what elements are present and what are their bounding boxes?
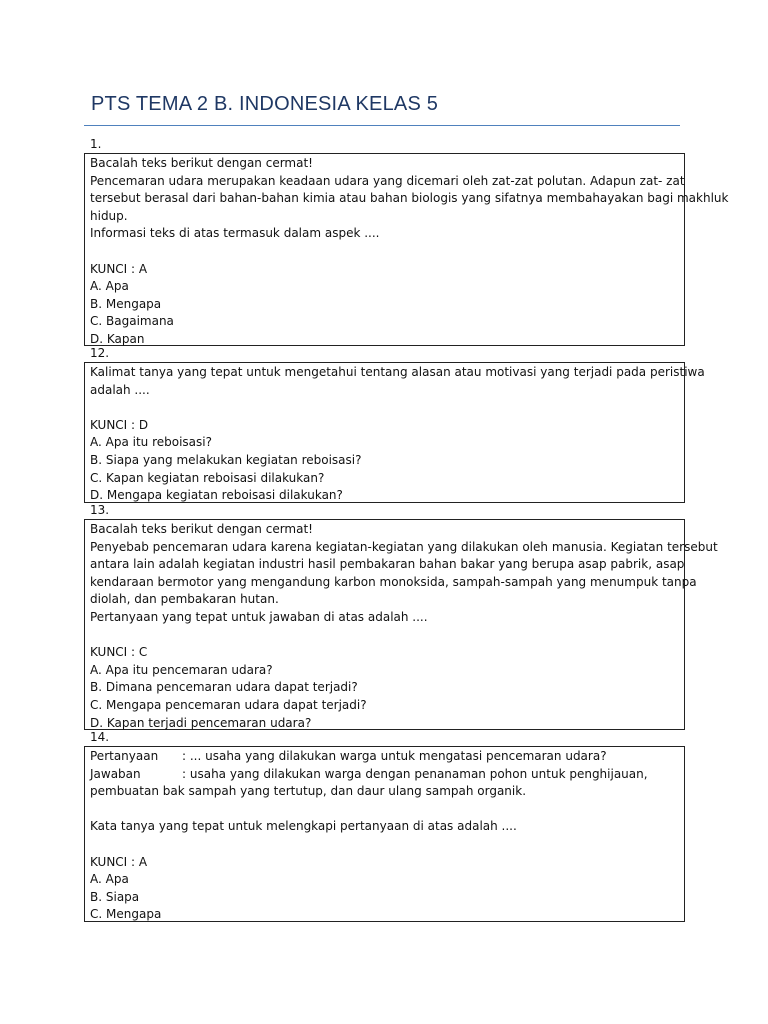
answer-key: KUNCI : D bbox=[90, 417, 149, 432]
option-a: A. Apa bbox=[90, 872, 129, 887]
option-b: B. Siapa bbox=[90, 889, 140, 904]
jawaban-text: : usaha yang dilakukan warga dengan penanaman pohon untuk penghijauan, bbox=[182, 766, 648, 781]
option-a: A. Apa itu reboisasi? bbox=[90, 435, 212, 450]
text-line: tersebut berasal dari bahan-bahan kimia atau bahan biologis yang sifatnya membahayakan bagi makhluk bbox=[90, 191, 729, 206]
text-line: Pencemaran udara merupakan keadaan udara yang dicemari oleh zat-zat polutan. Adapun zat- zat bbox=[90, 173, 685, 188]
question-box-14 bbox=[84, 746, 685, 922]
option-c: C. Mengapa bbox=[90, 907, 162, 922]
option-c: C. Mengapa pencemaran udara dapat terjadi? bbox=[90, 697, 367, 712]
jawaban-line bbox=[90, 766, 679, 784]
text-line: kendaraan bermotor yang mengandung karbon monoksida, sampah-sampah yang menumpuk tanpa bbox=[90, 574, 697, 589]
text-line: Penyebab pencemaran udara karena kegiatan-kegiatan yang dilakukan oleh manusia. Kegiatan tersebut bbox=[90, 539, 718, 554]
question-box-13 bbox=[84, 519, 718, 730]
option-c: C. Bagaimana bbox=[90, 314, 174, 329]
option-c: C. Kapan kegiatan reboisasi dilakukan? bbox=[90, 470, 325, 485]
question-box-12 bbox=[84, 362, 705, 503]
option-d: D. Kapan terjadi pencemaran udara? bbox=[90, 715, 312, 730]
text-line: hidup. bbox=[90, 208, 128, 223]
question-number: 12. bbox=[90, 346, 110, 360]
pertanyaan-label: Pertanyaan bbox=[90, 749, 159, 763]
blank-line bbox=[90, 801, 679, 819]
text-line: adalah .... bbox=[90, 382, 150, 397]
text-line: Bacalah teks berikut dengan cermat! bbox=[90, 156, 313, 170]
option-d: D. Kapan bbox=[90, 331, 145, 346]
page-title: PTS TEMA 2 B. INDONESIA KELAS 5 bbox=[91, 93, 439, 115]
pertanyaan-text: : ... usaha yang dilakukan warga untuk mengatasi pencemaran udara? bbox=[182, 749, 607, 763]
answer-key: KUNCI : C bbox=[90, 645, 148, 660]
option-a: A. Apa itu pencemaran udara? bbox=[90, 662, 273, 677]
answer-key: KUNCI : A bbox=[90, 261, 148, 276]
pertanyaan-line bbox=[90, 748, 679, 766]
option-b: B. Dimana pencemaran udara dapat terjadi? bbox=[90, 680, 358, 695]
answer-key: KUNCI : A bbox=[90, 854, 148, 869]
blank-line bbox=[90, 836, 679, 854]
blank-line bbox=[90, 627, 679, 645]
option-b: B. Siapa yang melakukan kegiatan reboisasi? bbox=[90, 452, 362, 467]
text-line: Bacalah teks berikut dengan cermat! bbox=[90, 522, 313, 536]
text-line: Informasi teks di atas termasuk dalam aspek .... bbox=[90, 226, 380, 241]
jawaban-label: Jawaban bbox=[90, 766, 141, 781]
text-line: Kalimat tanya yang tepat untuk mengetahui tentang alasan atau motivasi yang terjadi pada peristiwa bbox=[90, 365, 705, 379]
option-d: D. Mengapa kegiatan reboisasi dilakukan? bbox=[90, 488, 343, 503]
question-number: 13. bbox=[90, 503, 110, 517]
text-line: pembuatan bak sampah yang tertutup, dan daur ulang sampah organik. bbox=[90, 784, 527, 799]
question-box-1 bbox=[84, 153, 729, 346]
blank-line bbox=[90, 399, 679, 417]
text-line: diolah, dan pembakaran hutan. bbox=[90, 592, 279, 607]
text-line: Pertanyaan yang tepat untuk jawaban di atas adalah .... bbox=[90, 609, 428, 624]
text-line: antara lain adalah kegiatan industri hasil pembakaran bahan bakar yang berupa asap pabrik, asap bbox=[90, 557, 685, 572]
question-number: 1. bbox=[90, 137, 102, 151]
text-line: Kata tanya yang tepat untuk melengkapi pertanyaan di atas adalah .... bbox=[90, 819, 517, 834]
option-b: B. Mengapa bbox=[90, 296, 162, 311]
question-number: 14. bbox=[90, 730, 110, 744]
option-a: A. Apa bbox=[90, 279, 129, 294]
blank-line bbox=[90, 243, 679, 261]
title-underline bbox=[84, 125, 680, 126]
